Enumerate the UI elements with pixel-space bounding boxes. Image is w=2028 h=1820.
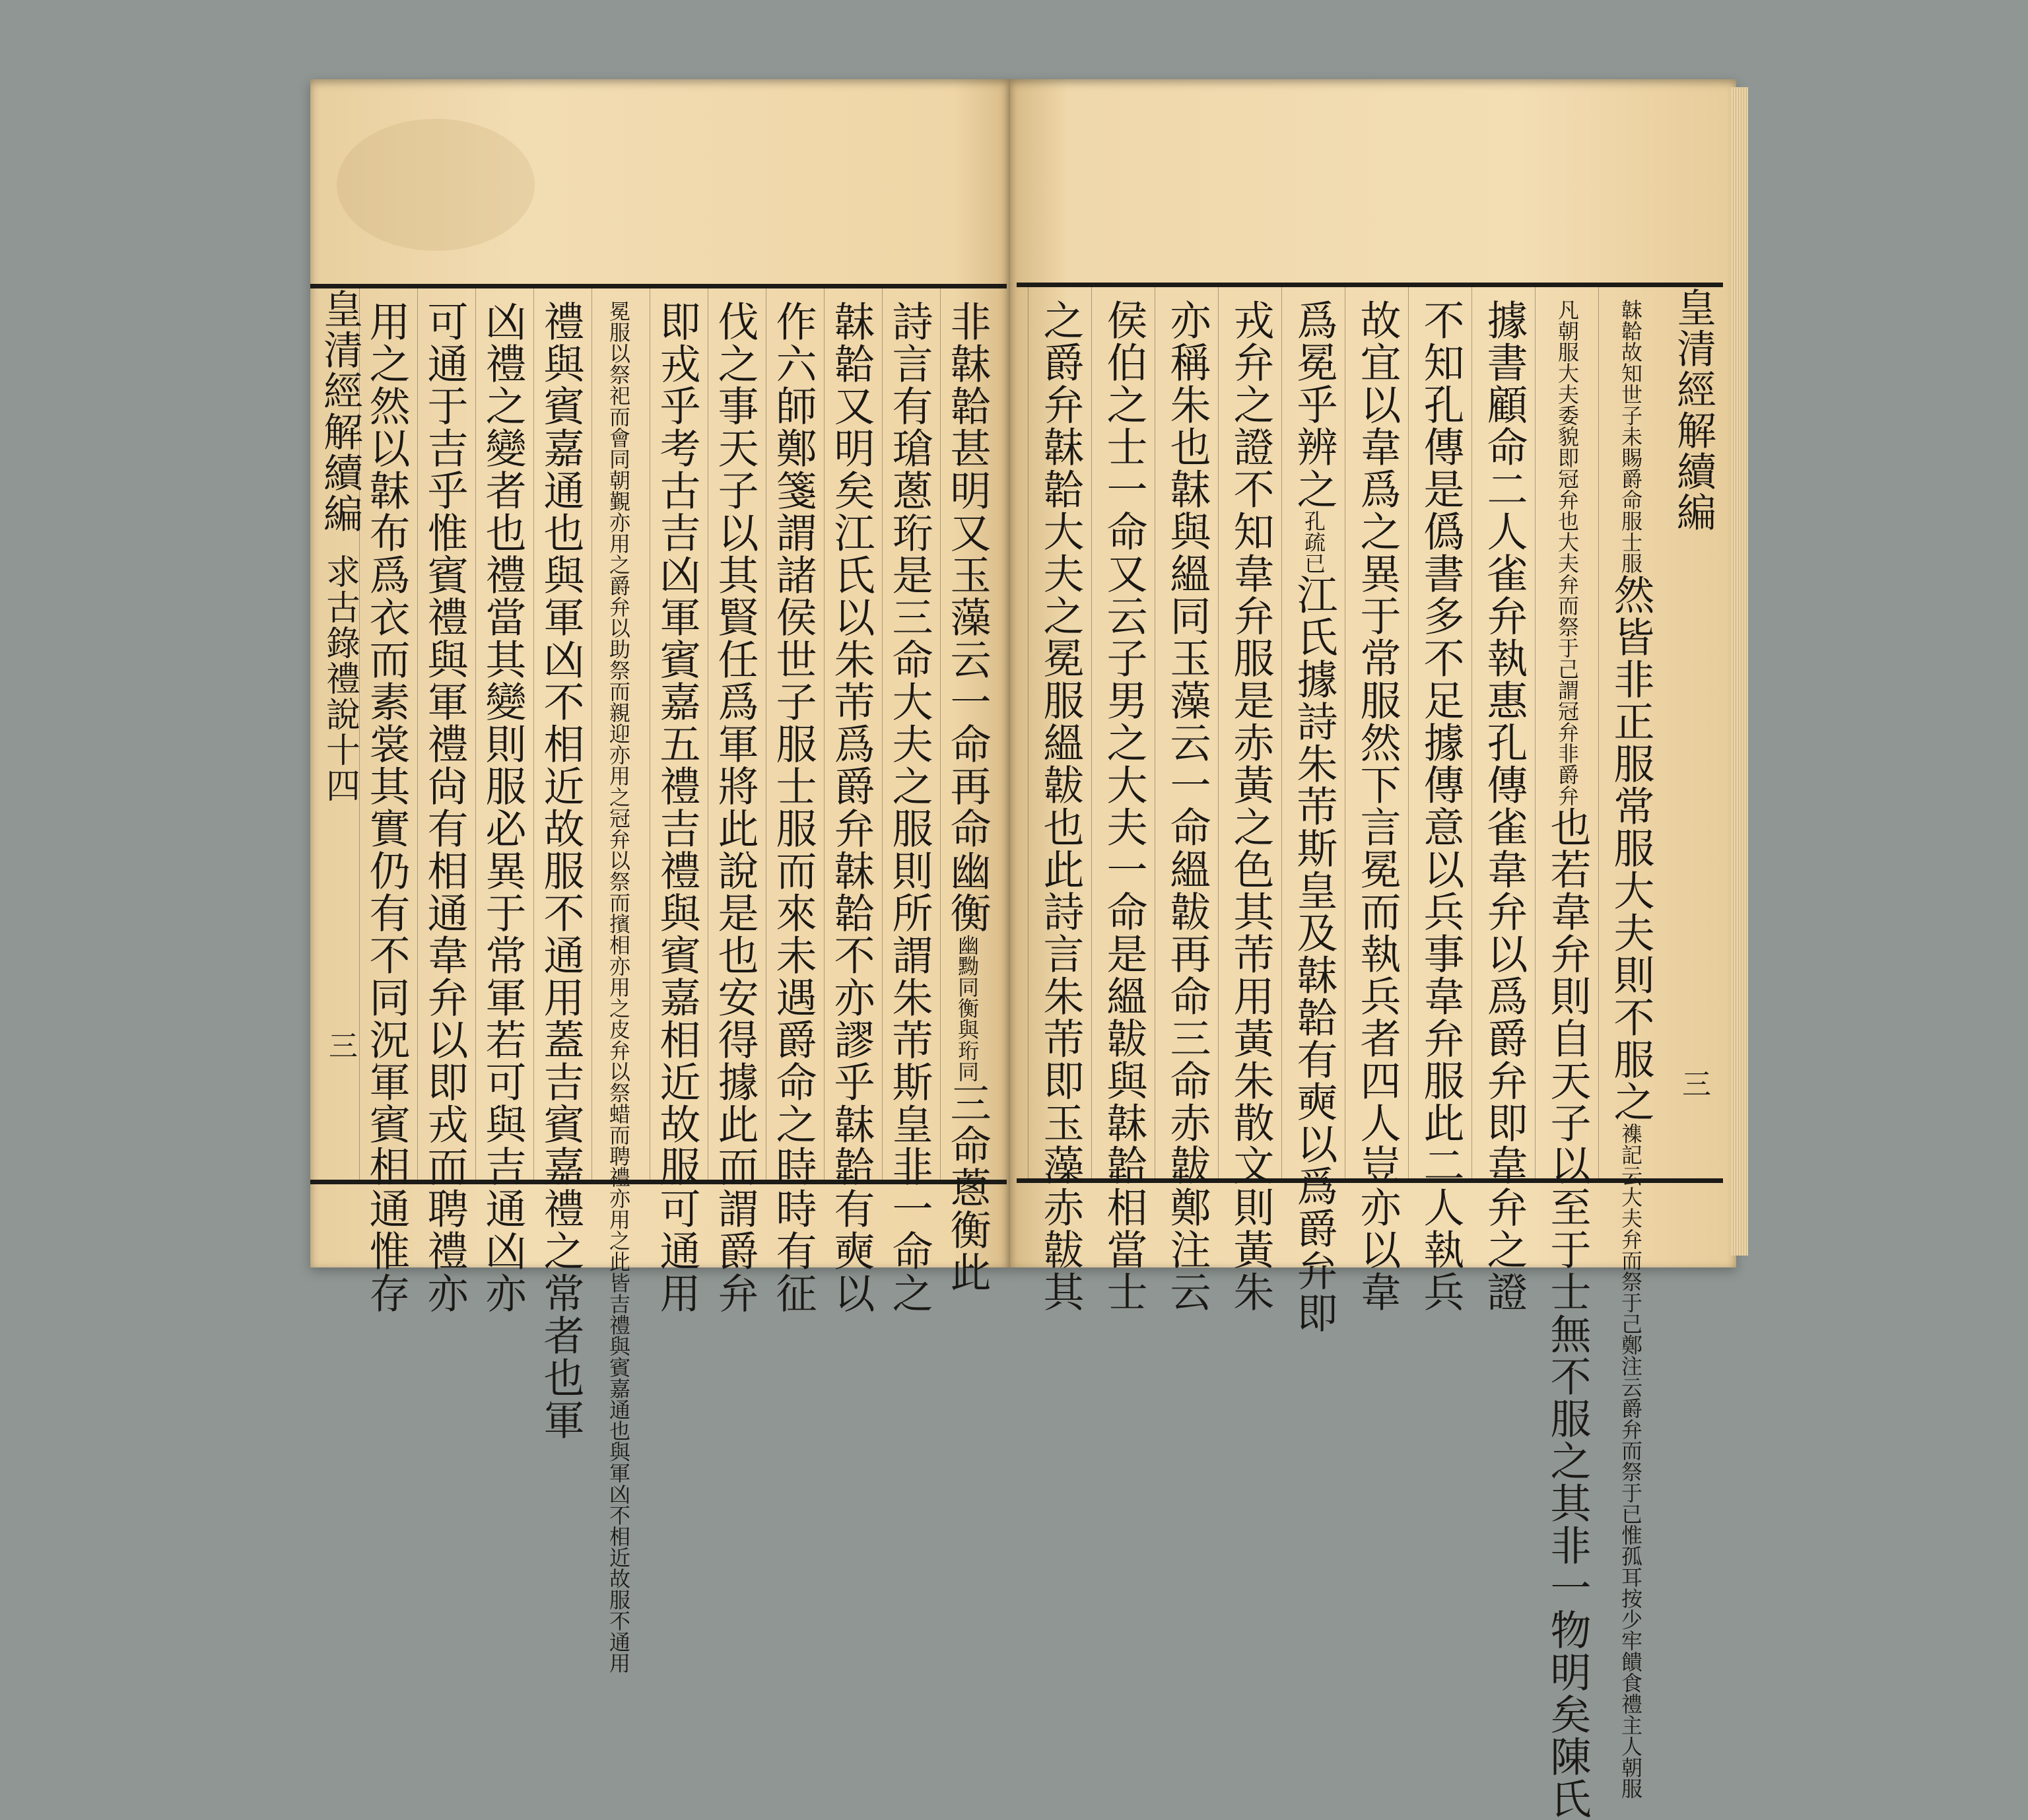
main-text: 爲冕乎辨之: [1290, 299, 1338, 510]
left-text-column: [708, 300, 761, 1314]
main-text: 用之然以韎布爲衣而素裳其實仍有不同況軍賓相通惟存: [362, 300, 411, 1314]
right-page: [1010, 79, 1736, 1820]
left-text-column: [766, 300, 819, 1314]
column-rule: [1091, 287, 1092, 1178]
main-text: 不知孔傳是僞書多不足據傳意以兵事韋弁服此二人執兵: [1417, 299, 1465, 1313]
right-banner: [1664, 287, 1723, 1178]
left-text-column: [592, 300, 645, 1673]
main-text: 然皆非正服常服大夫則不服之: [1607, 574, 1655, 1123]
column-rule: [359, 288, 360, 1180]
main-text: 故宜以韋爲之異于常服然下言冕而執兵者四人豈亦以韋: [1353, 299, 1402, 1313]
left-folio: 三: [323, 1030, 357, 1061]
left-text-column: [360, 300, 413, 1314]
left-banner-title: 皇清經解續編: [317, 288, 363, 534]
column-rule: [475, 288, 476, 1180]
right-text-column: [1477, 299, 1530, 1313]
right-text-column: [1224, 299, 1277, 1313]
right-text-column: [1414, 299, 1467, 1313]
main-text: 韎韐又明矣江氏以朱芾爲爵弁韎韐不亦謬乎韎韐有奭以: [827, 300, 875, 1314]
right-text-column: [1097, 299, 1150, 1313]
right-banner-title: 皇清經解續編: [1670, 287, 1716, 533]
annotation-text: 幽黝同衡與珩同: [955, 934, 980, 1082]
column-rule: [1471, 287, 1472, 1178]
left-text-column: [476, 300, 529, 1314]
right-text-column: [1034, 299, 1087, 1313]
main-text: 據書顧命二人雀弁執惠孔傳雀韋弁以爲爵弁即韋弁之證: [1480, 299, 1528, 1313]
left-text-column: [941, 300, 994, 1293]
column-rule: [824, 288, 825, 1180]
right-text-column: [1604, 299, 1657, 1799]
column-rule: [1535, 287, 1536, 1178]
main-text: 非韎韐甚明又玉藻云一命再命幽衡: [943, 300, 992, 934]
paper-stain: [337, 119, 535, 251]
column-rule: [882, 288, 883, 1180]
main-text: 作六師鄭箋謂諸侯世子服士服而來未遇爵命之時時有征: [769, 300, 817, 1314]
column-rule: [533, 288, 534, 1180]
column-rule: [940, 288, 941, 1180]
right-text-column: [1161, 299, 1213, 1313]
page-edges: [1731, 87, 1748, 1256]
right-text-column: [1287, 299, 1340, 1334]
main-text: 戎弁之證不知韋弁服是赤黃之色其芾用黃朱散文則黃朱: [1227, 299, 1275, 1313]
main-text: 侯伯之士一命又云子男之大夫一命是縕韍與韎韐相當士: [1100, 299, 1148, 1313]
main-text: 可通于吉乎惟賓禮與軍禮尙有相通韋弁以即戎而聘禮亦: [421, 300, 469, 1314]
annotation-text: 襍記云大夫弁而祭于己鄭注云爵弁而祭于已惟孤耳按少牢饋食禮主人朝服: [1618, 1123, 1643, 1799]
left-page: [310, 79, 1010, 1673]
main-text: 伐之事天子以其賢任爲軍將此說是也安得據此而謂爵弁: [711, 300, 759, 1314]
left-print-frame: [310, 284, 1007, 1673]
open-book: [310, 79, 1743, 1820]
main-text: 禮與賓嘉通也與軍凶不相近故服不通用蓋吉賓嘉禮之常者也軍: [537, 300, 585, 1441]
column-rule: [1281, 287, 1282, 1178]
annotation-text: 孔疏已: [1301, 510, 1326, 574]
column-rule: [1218, 287, 1219, 1178]
main-text: 亦稱朱也韎與縕同玉藻云一命縕韍再命三命赤韍鄭注云: [1163, 299, 1211, 1313]
column-rule: [417, 288, 418, 1180]
left-text-column: [883, 300, 935, 1314]
main-text: 凶禮之變者也禮當其變則服必異于常軍若可與吉通凶亦: [479, 300, 527, 1314]
main-text: 詩言有瑲蔥珩是三命大夫之服則所謂朱芾斯皇非一命之: [885, 300, 933, 1314]
left-text-column: [418, 300, 471, 1314]
right-print-frame: [1017, 283, 1723, 1820]
main-text: 也若韋弁則自天子以至于士無不服之其非一物明矣陳氏: [1543, 806, 1592, 1820]
annotation-text: 韎韐故知世子未賜爵命服士服: [1618, 299, 1643, 574]
column-rule: [1028, 287, 1029, 1178]
main-text: 之爵弁韎韐大夫之冕服縕韍也此詩言朱芾即玉藻赤韍其: [1036, 299, 1085, 1313]
left-text-column: [534, 300, 587, 1441]
main-text: 即戎乎考古吉凶軍賓嘉五禮吉禮與賓嘉相近故服可通用: [653, 300, 701, 1314]
right-text-column: [1541, 299, 1594, 1820]
left-text-column: [650, 300, 703, 1314]
column-rule: [1598, 287, 1599, 1178]
right-folio: 三: [1677, 1069, 1710, 1099]
left-text-column: [825, 300, 877, 1314]
annotation-text: 凡朝服大夫委貌即冠弁也大夫弁而祭于己謂冠弁非爵弁: [1555, 299, 1580, 806]
left-banner-subtitle: 求古錄禮說十四: [320, 554, 360, 803]
main-text: 三命蔥衡此: [943, 1082, 992, 1293]
column-rule: [1408, 287, 1409, 1178]
main-text: 江氏據詩朱芾斯皇及韎韐有奭以爲爵弁即: [1290, 574, 1338, 1334]
right-text-column: [1351, 299, 1403, 1313]
annotation-text: 冕服以祭祀而會同朝覲亦用之爵弁以助祭而親迎亦用之冠弁以祭而擯相亦用之皮弁以祭蜡而聘禮亦用之此皆吉禮與賓嘉通也與軍凶不相近故服不通用: [606, 300, 631, 1673]
